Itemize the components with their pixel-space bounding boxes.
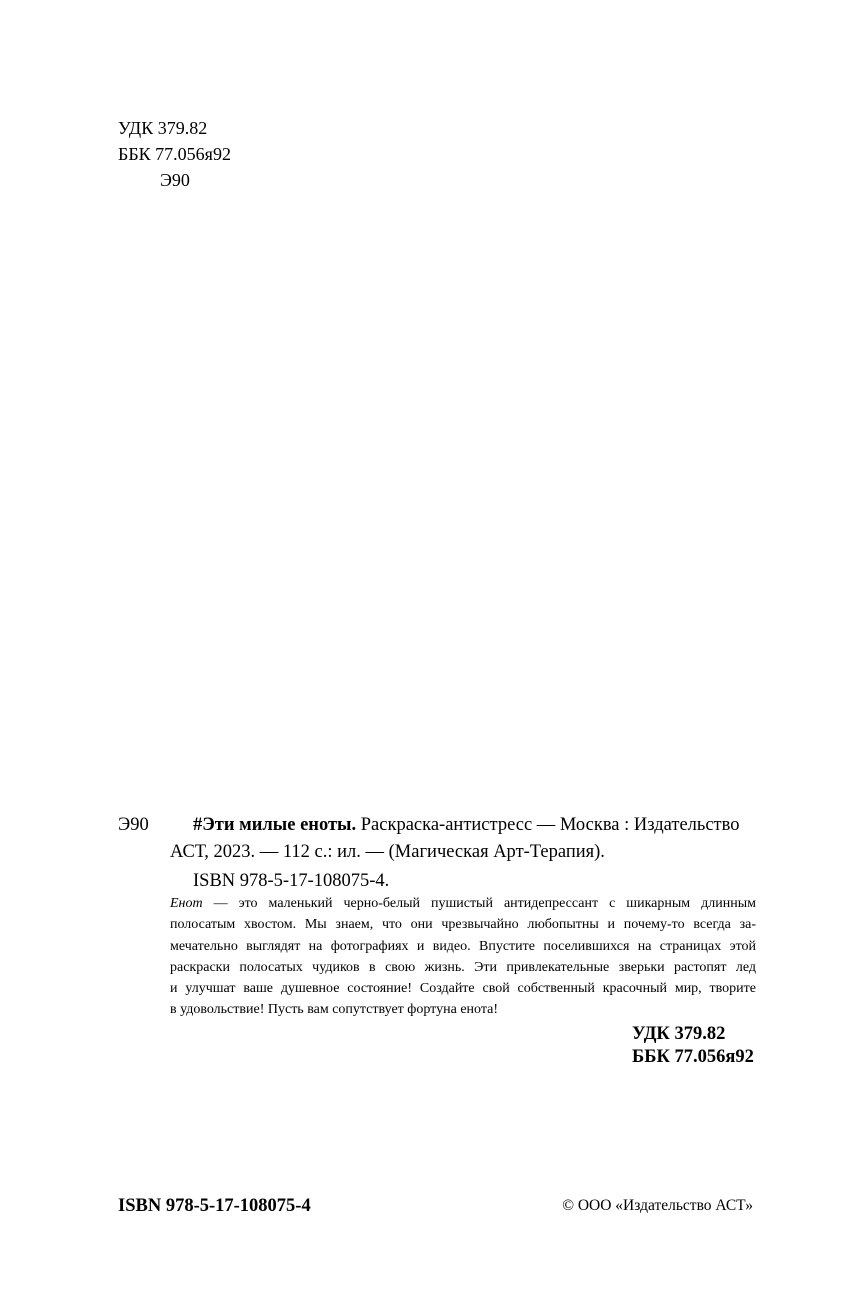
udk-code-bottom: УДК 379.82 bbox=[632, 1024, 726, 1044]
footer-isbn: ISBN 978-5-17-108075-4 bbox=[118, 1196, 311, 1216]
udk-code-top: УДК 379.82 bbox=[118, 118, 208, 138]
annotation-line-6: в удовольствие! Пусть вам сопутствует фортуна енота! bbox=[170, 1002, 499, 1018]
bbk-code-top: ББК 77.056я92 bbox=[118, 144, 231, 164]
record-line-1 bbox=[193, 811, 740, 839]
author-mark: Э90 bbox=[118, 815, 149, 835]
annotation-line-4: раскраски полосатых чудиков в свою жизнь. Эти привлекательные зверьки растопят лед bbox=[170, 959, 756, 975]
annotation bbox=[170, 893, 756, 1021]
annotation-line-5: и улучшат ваше душевное состояние! Создайте свой собственный красочный мир, творите bbox=[170, 981, 756, 997]
record-isbn: ISBN 978-5-17-108075-4. bbox=[193, 871, 390, 891]
bbk-code-bottom: ББК 77.056я92 bbox=[632, 1047, 754, 1067]
book-title: #Эти милые еноты. bbox=[193, 815, 357, 835]
annotation-line-1: Енот — это маленький черно-белый пушистый антидепрессант с шикарным длинным bbox=[170, 896, 756, 911]
copyright: © ООО «Издательство АСТ» bbox=[562, 1197, 753, 1214]
record-line-2: АСТ, 2023. — 112 с.: ил. — (Магическая Арт-Терапия). bbox=[170, 842, 605, 862]
author-mark-top: Э90 bbox=[160, 170, 190, 190]
record-line-1-rest: Раскраска-антистресс — Москва : Издательство bbox=[356, 815, 740, 835]
annotation-lead: Енот bbox=[170, 896, 203, 911]
annotation-line-2: полосатым хвостом. Мы знаем, что они чрезвычайно любопытны и почему-то всегда за- bbox=[170, 917, 756, 933]
annotation-line-3: мечательно выглядят на фотографиях и видео. Впустите поселившихся на страницах этой bbox=[170, 938, 756, 954]
